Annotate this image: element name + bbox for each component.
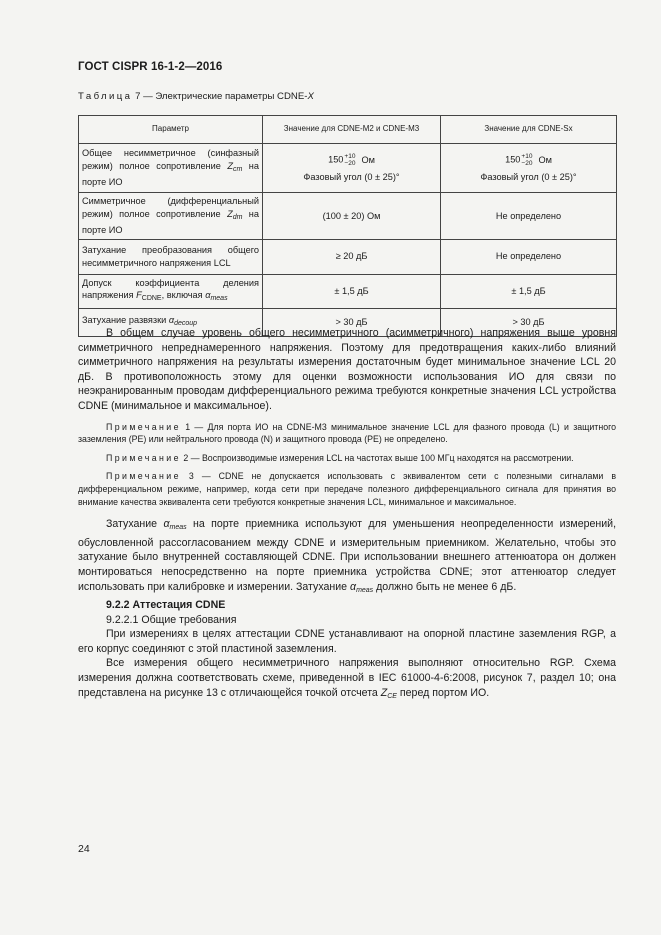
param-cell: Допуск коэффициента деления напряжения $F_{CDNE}$, включая $\alpha_{meas}$	[79, 274, 263, 308]
value-m-cell: > 30 дБ	[263, 308, 441, 336]
parameters-table	[78, 115, 617, 337]
table-caption-text: 7 — Электрические параметры CDNE-	[132, 91, 308, 102]
param-cell: Общее несимметричное (синфазный режим) полное сопротивление $Z_{cm}$ на порте ИО	[79, 144, 263, 193]
paragraph: В общем случае уровень общего несимметричного (асимметричного) напряжения выше уровня симметричного непреднамеренного напряжения. Поэтому для предотвращения каких-либо влияний симметричного напряжения на результаты измерения достаточным будет минимальное значение LCL 20 дБ. В противоположность этому для оценки возможности использования ИО для связи по неэкранированным проводам дифференциального режима требуются конкретные значения LCL устройства CDNE (минимальное и максимальное).	[78, 327, 616, 412]
phase-angle: Фазовый угол (0 ± 25)°	[303, 171, 400, 182]
table-caption	[78, 91, 314, 102]
tolerance: +10 −20	[521, 152, 533, 167]
paragraph: При измерениях в целях аттестации CDNE устанавливают на опорной пластине заземления RGP, а его корпус соединяют с этой пластиной заземления.	[78, 628, 616, 655]
value-s-cell: Не определено	[441, 193, 617, 240]
table-caption-label: Таблица	[78, 91, 133, 102]
table-row	[79, 144, 617, 193]
note-2: Примечание 2 — Воспроизводимые измерения LCL на частотах выше 100 МГц находятся на рассмотрении.	[106, 452, 574, 463]
note-1: Примечание 1 — Для порта ИО на CDNE-M3 минимальное значение LCL для фазного провода (L) и защитного заземления (PE) или нейтрального провода (N) и защитного провода (PE) не определено.	[78, 421, 616, 445]
header-value-s: Значение для CDNE-Sx	[441, 116, 617, 144]
table-row	[79, 193, 617, 240]
body-text-block	[78, 326, 616, 704]
tolerance: +10 −20	[344, 152, 356, 167]
document-header: ГОСТ CISPR 16-1-2—2016	[78, 61, 223, 73]
impedance-value: 150 +10 −20 Ом	[505, 152, 552, 167]
header-value-m: Значение для CDNE-M2 и CDNE-M3	[263, 116, 441, 144]
value-s-cell: > 30 дБ	[441, 308, 617, 336]
table-row	[79, 239, 617, 274]
value-s-cell: Не определено	[441, 239, 617, 274]
table-header-row	[79, 116, 617, 144]
param-cell: Затухание преобразования общего несимметричного напряжения LCL	[79, 239, 263, 274]
section-heading: 9.2.2 Аттестация CDNE	[106, 599, 226, 612]
value-s-cell: ± 1,5 дБ	[441, 274, 617, 308]
param-cell: Затухание развязки $\alpha_{decoup}$	[79, 308, 263, 336]
subsection-heading: 9.2.2.1 Общие требования	[106, 613, 237, 626]
note-3: Примечание 3 — CDNE не допускается использовать с эквивалентом сети с полезными сигналами в дифференциальном режиме, например, когда сети при передаче полезного дифференциального сигнала для принятия во внимание качества эквивалента сети требуются конкретные значения LCL, минимальное и максимальное.	[78, 471, 616, 507]
phase-angle: Фазовый угол (0 ± 25)°	[480, 171, 577, 182]
value-m-cell: (100 ± 20) Ом	[263, 193, 441, 240]
impedance-value: 150 +10 −20 Ом	[328, 152, 375, 167]
paragraph: Все измерения общего несимметричного напряжения выполняют относительно RGP. Схема измерения должна соответствовать схеме, приведенной в IEC 61000-4-6:2008, рисунок 7, раздел 10; она представлена на рисунке 13 с отличающейся точкой отсчета $Z_{CE}$ перед портом ИО.	[78, 657, 616, 700]
value-m-cell: ± 1,5 дБ	[263, 274, 441, 308]
value-m-cell	[263, 144, 441, 193]
table-caption-italic: X	[307, 91, 314, 102]
value-s-cell	[441, 144, 617, 193]
page-number: 24	[78, 843, 90, 855]
param-cell: Симметричное (дифференциальный режим) полное сопротивление $Z_{dm}$ на порте ИО	[79, 193, 263, 240]
paragraph: Затухание $\alpha_{meas}$ на порте приемника используют для уменьшения неопределенности измерений, обусловленной рассогласованием между CDNE и измерительным приемником. Желательно, чтобы это затухание было внутренней составляющей CDNE. При использовании внешнего аттенюатора он должен монтироваться непосредственно на порте приемника устройства CDNE; этот аттенюатор следует использовать при калибровке и измерении. Затухание $\alpha_{meas}$ должно быть не менее 6 дБ.	[78, 518, 617, 594]
header-parameter: Параметр	[79, 116, 263, 144]
table-row	[79, 274, 617, 308]
value-m-cell: ≥ 20 дБ	[263, 239, 441, 274]
